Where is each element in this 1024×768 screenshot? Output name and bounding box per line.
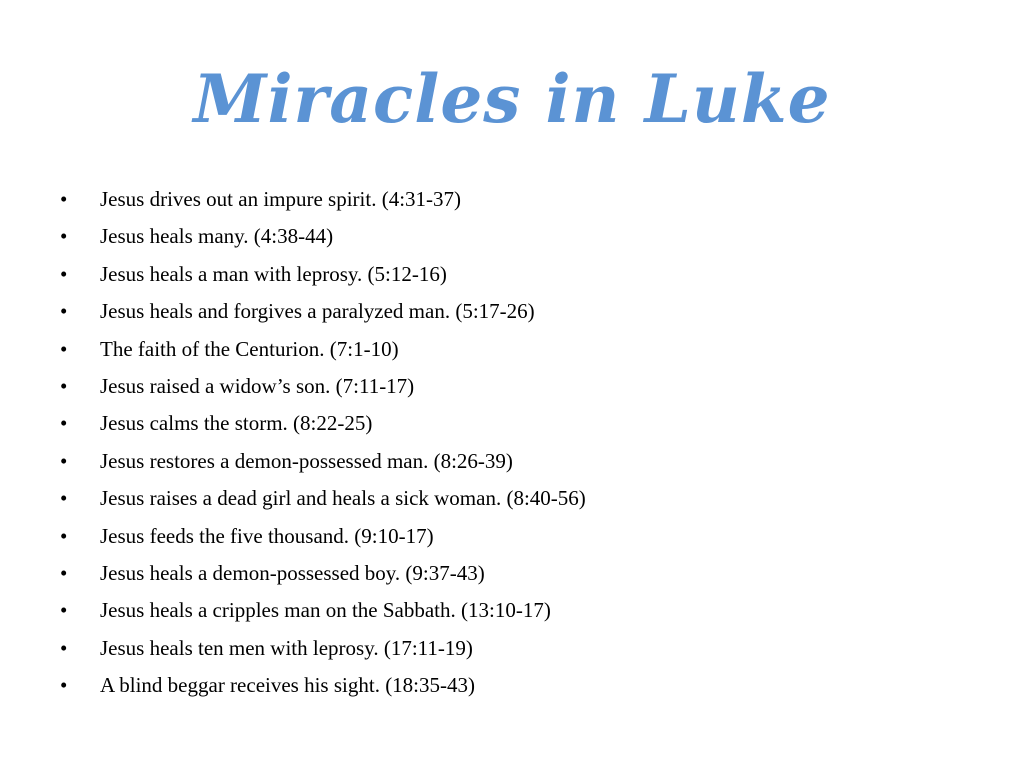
bullet-icon: •: [60, 411, 68, 436]
bullet-text: Jesus heals many. (4:38-44): [100, 224, 334, 249]
bullet-icon: •: [60, 523, 68, 548]
slide-title: Miracles in Luke: [193, 60, 831, 138]
bullet-icon: •: [60, 598, 68, 623]
bullet-text: Jesus calms the storm. (8:22-25): [100, 411, 373, 436]
bullet-icon: •: [60, 560, 68, 585]
bullet-text: The faith of the Centurion. (7:1-10): [100, 336, 399, 361]
bullet-icon: •: [60, 373, 68, 398]
bullet-icon: •: [60, 486, 68, 511]
bullet-icon: •: [60, 187, 68, 211]
bullet-text: Jesus heals a man with leprosy. (5:12-16): [100, 261, 447, 286]
bullet-text: Jesus heals and forgives a paralyzed man. (5:17-26): [100, 299, 535, 324]
bullet-icon: •: [60, 261, 68, 286]
bullet-icon: •: [60, 336, 68, 361]
bullet-text: Jesus restores a demon-possessed man. (8:26-39): [100, 448, 513, 473]
bullet-icon: •: [60, 224, 68, 249]
bullet-text: Jesus heals a demon-possessed boy. (9:37-43): [100, 560, 485, 585]
bullet-icon: •: [60, 448, 68, 473]
bullet-text: Jesus raised a widow’s son. (7:11-17): [100, 373, 415, 398]
bullet-text: Jesus heals a cripples man on the Sabbath. (13:10-17): [100, 598, 551, 623]
bullet-icon: •: [60, 673, 68, 698]
bullet-text: Jesus heals ten men with leprosy. (17:11-19): [100, 635, 473, 660]
bullet-text: Jesus feeds the five thousand. (9:10-17): [100, 523, 434, 548]
bullet-text: Jesus drives out an impure spirit. (4:31-37): [100, 187, 462, 211]
bullet-icon: •: [60, 635, 68, 660]
bullet-text: A blind beggar receives his sight. (18:35-43): [100, 673, 476, 698]
bullet-text: Jesus raises a dead girl and heals a sick woman. (8:40-56): [100, 486, 586, 511]
bullet-icon: •: [60, 299, 68, 324]
